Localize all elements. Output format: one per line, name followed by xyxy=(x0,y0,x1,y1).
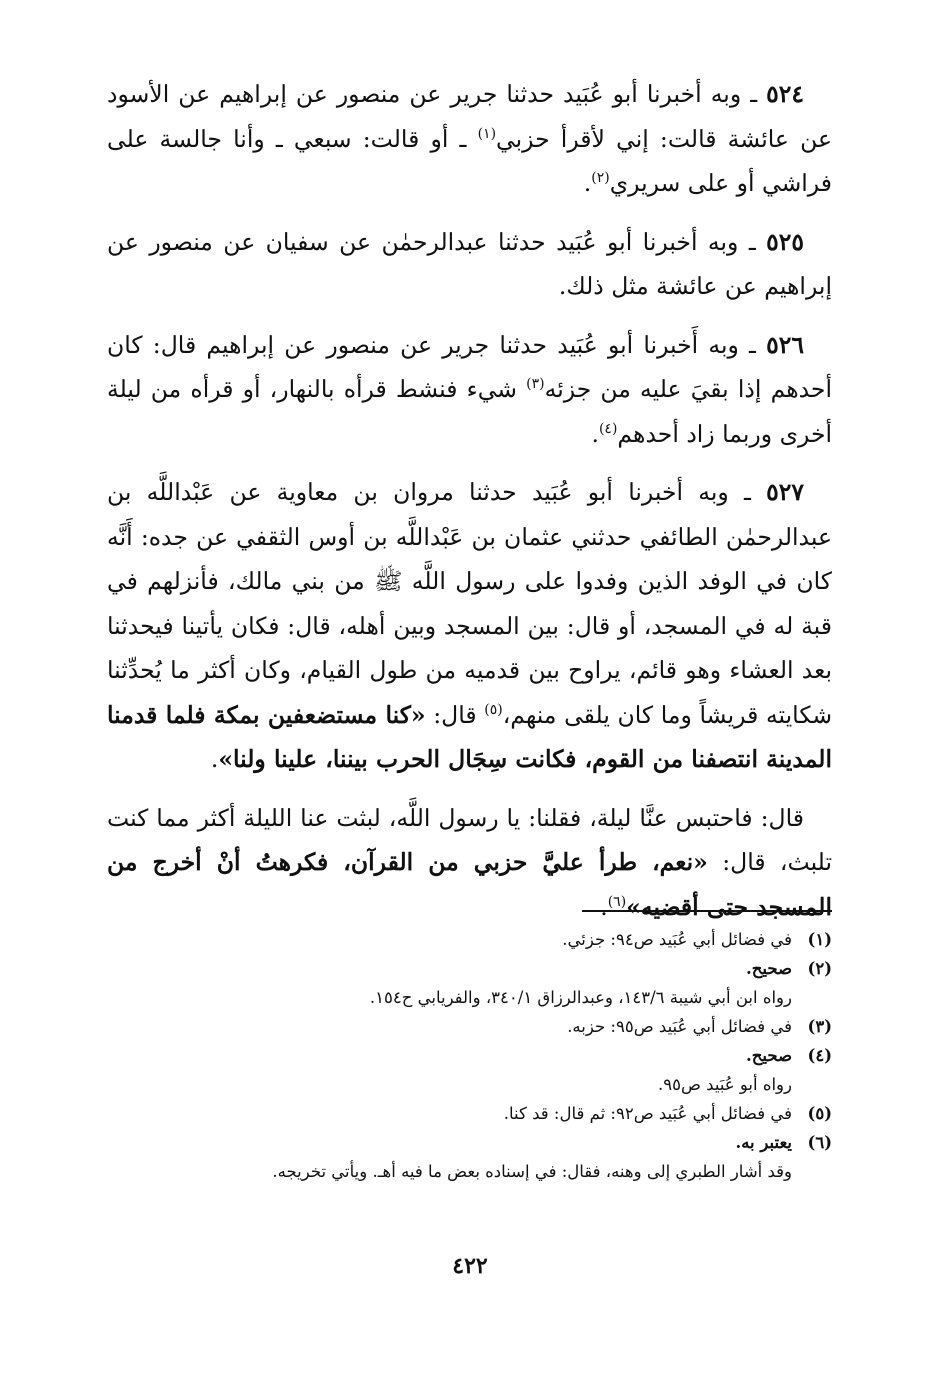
footnote-number: (٢) xyxy=(807,959,832,978)
hadith-number: ٥٢٤ xyxy=(766,80,804,108)
footnote-number: (٤) xyxy=(807,1046,832,1065)
footnote-4-detail xyxy=(107,1070,832,1099)
footnote-grade: صحيح. xyxy=(745,959,792,978)
hadith-number: ٥٢٧ xyxy=(766,478,804,506)
footnote-2-detail xyxy=(107,983,832,1012)
hadith-text: ـ وبه أخبرنا أبو عُبَيد حدثنا جرير عن منصور عن إبراهيم عن الأسود عن عائشة قالت: إني لأقرأ حزبي xyxy=(107,80,832,153)
footnote-ref[interactable]: (٣) xyxy=(526,376,545,393)
footnote-5 xyxy=(107,1099,832,1128)
hadith-number: ٥٢٦ xyxy=(766,330,804,359)
footnote-ref[interactable]: (٤) xyxy=(598,420,618,437)
footnotes xyxy=(107,925,832,1186)
footnote-6-detail xyxy=(107,1157,832,1186)
footnote-text: رواه أبو عُبَيد ص٩٥. xyxy=(658,1075,792,1094)
footnote-ref[interactable]: (٦) xyxy=(607,893,627,910)
hadith-524 xyxy=(107,72,832,206)
footnote-number: (٦) xyxy=(807,1133,832,1152)
footnote-ref[interactable]: (١) xyxy=(477,125,497,142)
footnote-number: (٣) xyxy=(807,1017,832,1036)
hadith-527-continuation xyxy=(107,796,832,930)
hadith-text: قال: xyxy=(425,700,485,729)
hadith-525 xyxy=(107,220,832,309)
hadith-text: ـ وبه أَخبرنا أبو عُبَيد حدثنا جرير عن منصور عن إبراهيم قال: كان أحدهم إذا بقيَ عليه من جزئه xyxy=(107,330,832,403)
page-number: ٤٢٢ xyxy=(452,1253,488,1279)
hadith-text: . xyxy=(210,745,219,773)
footnote-text: في فضائل أبي عُبَيد ص٩٤: جزئي. xyxy=(562,930,792,949)
footnote-text: وقد أشار الطبري إلى وهنه، فقال: في إسناده بعض ما فيه أهـ. ويأتي تخريجه. xyxy=(272,1162,792,1181)
main-text xyxy=(107,72,832,943)
footnote-3 xyxy=(107,1012,832,1041)
hadith-text: . xyxy=(591,419,599,448)
footnote-text: رواه ابن أبي شيبة ١٤٣/٦، وعبدالرزاق ٣٤٠/١، والفريابي ح١٥٤. xyxy=(369,988,792,1007)
footnote-number: (١) xyxy=(807,930,832,949)
prophetic-quote: «نعم، طرأ عليَّ حزبي من القرآن، فكرهتُ أنْ أخرج من المسجد حتى أقضيه» xyxy=(107,848,832,921)
footnote-2 xyxy=(107,954,832,983)
hadith-text: ـ وبه أخبرنا أبو عُبَيد حدثنا عبدالرحمٰن عن سفيان عن منصور عن إبراهيم عن عائشة مثل ذلك. xyxy=(107,227,832,300)
hadith-text: ـ وبه أخبرنا أبو عُبَيد حدثنا مروان بن معاوية عن عَبْداللَّه بن عبدالرحمٰن الطائفي حدثني عثمان بن عَبْداللَّه بن أوس الثقفي عن جده: أَنَّه كان في الوفد الذين وفدوا على رسول اللَّه ﷺ من بني مالك، فأنزلهم في قبة له في المسجد، أو قال: بين المسجد وبين أهله، قال: فكان يأتينا فيحدثنا بعد العشاء وهو قائم، يراوح بين قدميه من طول القيام، وكان أكثر ما يُحدِّثنا شكايته قريشاً وما كان يلقى منهم، xyxy=(107,478,833,729)
footnote-number xyxy=(792,1070,832,1099)
footnote-6 xyxy=(107,1128,832,1157)
hadith-text: ـ أو قالت: سبعي ـ وأنا جالسة على فراشي أو على سريري xyxy=(107,124,832,197)
footnote-text: في فضائل أبي عُبَيد ص٩٢: ثم قال: قد كنا. xyxy=(503,1104,792,1123)
footnote-4 xyxy=(107,1041,832,1070)
footnote-text: في فضائل أبي عُبَيد ص٩٥: حزبه. xyxy=(567,1017,792,1036)
hadith-number: ٥٢٥ xyxy=(766,227,804,256)
hadith-text: . xyxy=(583,169,592,197)
hadith-526 xyxy=(107,323,832,457)
footnote-1 xyxy=(107,925,832,954)
footnote-separator xyxy=(582,910,832,912)
footnote-number xyxy=(792,1157,832,1186)
hadith-527 xyxy=(107,470,832,782)
footnote-grade: صحيح. xyxy=(745,1046,792,1065)
footnote-ref[interactable]: (٥) xyxy=(484,701,503,718)
hadith-text: قال: فاحتبس عنَّا ليلة، فقلنا: يا رسول اللَّه، لبثت عنا الليلة أكثر مما كنت تلبث، قال: xyxy=(107,803,832,876)
footnote-number xyxy=(792,983,832,1012)
hadith-text: . xyxy=(600,892,608,921)
footnote-ref[interactable]: (٢) xyxy=(591,170,610,187)
footnote-number: (٥) xyxy=(807,1104,832,1123)
hadith-text: شيء فنشط قرأه بالنهار، أو قرأه من ليلة أخرى وربما زاد أحدهم xyxy=(107,375,832,448)
footnote-grade: يعتبر به. xyxy=(735,1133,792,1152)
prophetic-quote: «كنا مستضعفين بمكة فلما قدمنا المدينة انتصفنا من القوم، فكانت سِجَال الحرب بيننا، علينا ولنا» xyxy=(107,700,832,773)
